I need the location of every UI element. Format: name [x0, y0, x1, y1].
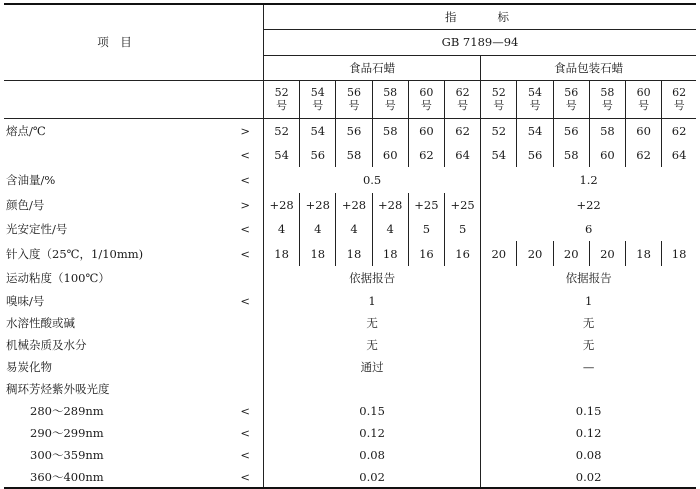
table-row — [4, 312, 696, 334]
group1-value: 4 — [300, 217, 336, 241]
group2-value: 62 — [662, 118, 696, 143]
group2-header: 食品包装石蜡 — [481, 55, 696, 80]
group1-value: 0.5 — [263, 167, 480, 193]
row-label: 含油量/% — [6, 173, 56, 187]
group1-value: 62 — [445, 118, 481, 143]
table-row — [4, 118, 696, 143]
group1-value: 18 — [336, 241, 372, 266]
group2-value: — — [481, 356, 696, 378]
index-header: 指 标 — [263, 4, 696, 29]
row-operator: < — [240, 173, 250, 187]
group1-header: 食品石蜡 — [263, 55, 480, 80]
grade-header-cell — [626, 80, 662, 118]
group2-value: 20 — [481, 241, 517, 266]
row-operator — [227, 266, 263, 289]
standard-header: GB 7189—94 — [263, 29, 696, 55]
row-operator: < — [240, 293, 250, 308]
group1-value: 58 — [372, 118, 408, 143]
grade-header-cell — [336, 80, 372, 118]
group1-value: 60 — [372, 143, 408, 167]
row-label: 360～400nm — [4, 466, 227, 488]
group1-value: 60 — [408, 118, 444, 143]
grade-header-cell — [372, 80, 408, 118]
table-row — [4, 193, 696, 217]
grade-number: 60 — [419, 86, 434, 99]
group1-value: 4 — [336, 217, 372, 241]
group2-value: 无 — [481, 334, 696, 356]
grade-suffix: 号 — [673, 99, 685, 112]
group1-value: 18 — [372, 241, 408, 266]
group1-value: 无 — [263, 334, 480, 356]
grade-number: 52 — [274, 86, 289, 99]
grade-header-cell — [553, 80, 589, 118]
group1-value: 4 — [372, 217, 408, 241]
grade-header-cell — [481, 80, 517, 118]
table-row — [4, 217, 696, 241]
group1-value: +28 — [300, 193, 336, 217]
group1-value — [263, 378, 480, 400]
grade-suffix: 号 — [529, 99, 541, 112]
item-header-label: 项 目 — [97, 35, 132, 50]
group2-value: 58 — [589, 118, 625, 143]
grade-header-cell — [589, 80, 625, 118]
row-operator: < — [240, 148, 250, 162]
grade-number: 62 — [455, 86, 470, 99]
table-header — [4, 4, 696, 118]
table-row — [4, 143, 696, 167]
group1-value: +28 — [336, 193, 372, 217]
group2-value: 20 — [517, 241, 553, 266]
row-label: 颜色/号 — [6, 198, 45, 212]
table-row — [4, 356, 696, 378]
group2-value: 0.08 — [481, 444, 696, 466]
group2-value: 0.15 — [481, 400, 696, 422]
row-operator: < — [240, 222, 250, 236]
row-operator: < — [240, 404, 250, 418]
row-label — [4, 143, 227, 167]
group1-value: 58 — [336, 143, 372, 167]
grade-suffix: 号 — [312, 99, 324, 112]
group2-value: 64 — [662, 143, 696, 167]
grade-number: 58 — [383, 86, 398, 99]
grade-suffix: 号 — [565, 99, 577, 112]
table-row — [4, 266, 696, 289]
row-label: 熔点/℃ — [6, 123, 46, 138]
group1-value: 通过 — [263, 356, 480, 378]
grade-suffix: 号 — [638, 99, 650, 112]
row-operator — [227, 312, 263, 334]
grade-suffix: 号 — [420, 99, 432, 112]
group1-value: 0.12 — [263, 422, 480, 444]
grade-number: 56 — [564, 86, 579, 99]
table-row — [4, 444, 696, 466]
row-label: 水溶性酸或碱 — [6, 316, 75, 330]
group1-value: 依据报告 — [263, 266, 480, 289]
group2-value: 18 — [662, 241, 696, 266]
table-row — [4, 378, 696, 400]
group1-value: 5 — [445, 217, 481, 241]
row-label: 290～299nm — [30, 426, 104, 440]
grade-header-cell — [408, 80, 444, 118]
row-operator — [227, 356, 263, 378]
table-row — [4, 289, 696, 312]
grade-number: 54 — [310, 86, 325, 99]
grade-number: 56 — [346, 86, 361, 99]
group1-value: 16 — [445, 241, 481, 266]
grade-header-cell — [300, 80, 336, 118]
row-label: 稠环芳烃紫外吸光度 — [6, 382, 110, 396]
group2-value: 6 — [481, 217, 696, 241]
grade-header-cell — [445, 80, 481, 118]
group2-value: 20 — [589, 241, 625, 266]
row-label: 机械杂质及水分 — [6, 338, 87, 352]
group1-value: +28 — [263, 193, 299, 217]
group1-value: +25 — [408, 193, 444, 217]
group1-value: 0.02 — [263, 466, 480, 488]
group2-value: 1 — [481, 289, 696, 312]
table-row — [4, 422, 696, 444]
row-operator — [227, 378, 263, 400]
row-operator: < — [240, 448, 250, 462]
row-operator: < — [240, 426, 250, 440]
row-label: 运动粘度（100℃） — [6, 270, 110, 285]
group2-value: 0.02 — [481, 466, 696, 488]
row-label: 易炭化物 — [6, 360, 52, 374]
table-row — [4, 400, 696, 422]
group2-value — [481, 378, 696, 400]
row-label: 300～359nm — [30, 448, 104, 462]
table-row — [4, 466, 696, 488]
group1-value: 52 — [263, 118, 299, 143]
group1-value: 0.08 — [263, 444, 480, 466]
group2-value: 54 — [481, 143, 517, 167]
grade-suffix: 号 — [457, 99, 469, 112]
row-label: 嗅味/号 — [6, 293, 45, 308]
group1-value: +28 — [372, 193, 408, 217]
group1-value: 18 — [300, 241, 336, 266]
row-label: 针入度（25℃，1/10mm) — [6, 246, 144, 261]
grade-header-cell — [263, 80, 299, 118]
group2-value: 20 — [553, 241, 589, 266]
group1-value: 54 — [300, 118, 336, 143]
group1-value: 0.15 — [263, 400, 480, 422]
table-row — [4, 241, 696, 266]
grade-suffix: 号 — [276, 99, 288, 112]
group2-value: 1.2 — [481, 167, 696, 193]
grade-number: 52 — [491, 86, 506, 99]
group2-value: 52 — [481, 118, 517, 143]
group1-value: 4 — [263, 217, 299, 241]
table-row — [4, 334, 696, 356]
row-operator: > — [240, 123, 250, 138]
group1-value: 56 — [336, 118, 372, 143]
group1-value: 54 — [263, 143, 299, 167]
grade-suffix: 号 — [348, 99, 360, 112]
table-row — [4, 167, 696, 193]
grade-suffix: 号 — [493, 99, 505, 112]
group2-value: 18 — [626, 241, 662, 266]
grade-number: 60 — [636, 86, 651, 99]
row-operator: < — [227, 466, 263, 488]
grade-header-cell — [662, 80, 696, 118]
grade-suffix: 号 — [384, 99, 396, 112]
grade-header-cell — [517, 80, 553, 118]
group1-value: +25 — [445, 193, 481, 217]
row-label: 光安定性/号 — [6, 222, 68, 236]
group2-value: 60 — [626, 118, 662, 143]
group1-value: 64 — [445, 143, 481, 167]
row-label: 280～289nm — [30, 404, 104, 418]
group2-value: 60 — [589, 143, 625, 167]
group2-value: 62 — [626, 143, 662, 167]
group1-value: 16 — [408, 241, 444, 266]
row-operator — [227, 334, 263, 356]
grade-header-row — [4, 80, 696, 118]
row-operator: < — [240, 246, 250, 261]
group2-value: 56 — [553, 118, 589, 143]
group2-value: 56 — [517, 143, 553, 167]
row-operator: > — [240, 198, 250, 212]
group2-value: 58 — [553, 143, 589, 167]
grade-number: 54 — [528, 86, 542, 99]
group1-value: 18 — [263, 241, 299, 266]
grade-suffix: 号 — [601, 99, 613, 112]
group1-value: 1 — [263, 289, 480, 312]
group1-value: 5 — [408, 217, 444, 241]
item-header-cell — [4, 4, 263, 80]
wax-spec-table — [4, 3, 696, 489]
grade-header-blank — [4, 80, 263, 118]
group2-value: 依据报告 — [481, 266, 696, 289]
group1-value: 62 — [408, 143, 444, 167]
group2-value: 54 — [517, 118, 553, 143]
grade-number: 62 — [672, 86, 687, 99]
group1-value: 无 — [263, 312, 480, 334]
group2-value: 0.12 — [481, 422, 696, 444]
grade-number: 58 — [600, 86, 615, 99]
group1-value: 56 — [300, 143, 336, 167]
group2-value: +22 — [481, 193, 696, 217]
table-body — [4, 118, 696, 488]
group2-value: 无 — [481, 312, 696, 334]
